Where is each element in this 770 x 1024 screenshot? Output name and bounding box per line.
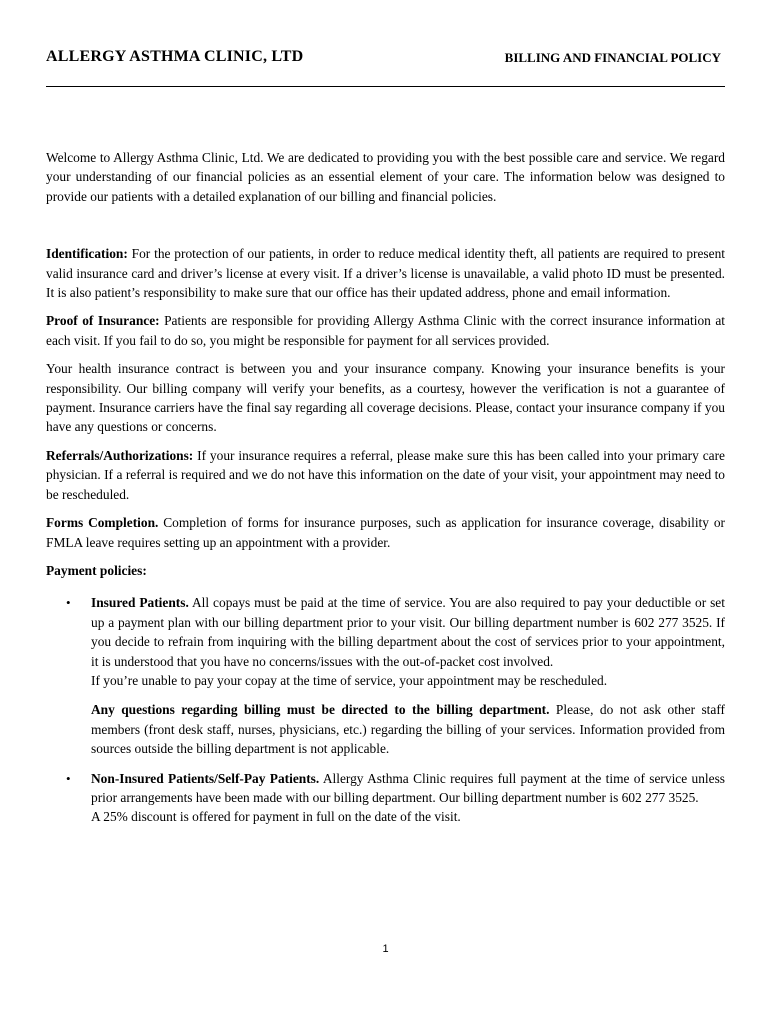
page-header (46, 48, 725, 87)
proof-of-insurance-paragraph (46, 311, 725, 350)
document-title: BILLING AND FINANCIAL POLICY (504, 50, 721, 65)
list-item-insured-patients (46, 593, 725, 758)
insured-patients-reschedule-note: If you’re unable to pay your copay at the time of service, your appointment may be rescheduled. (91, 672, 608, 688)
proof-of-insurance-heading: Proof of Insurance: (46, 313, 160, 329)
insured-patients-heading: Insured Patients. (91, 595, 189, 611)
referrals-heading: Referrals/Authorizations: (46, 447, 194, 463)
billing-questions-text: Please, do not ask other staff members (front desk staff, nurses, physicians, etc.) regarding the billing of your services. Information provided from sources outside the billing department is not applicable. (91, 702, 726, 757)
identification-text: For the protection of our patients, in order to reduce medical identity theft, all patients are required to present valid insurance card and driver’s license at every visit. If a driver’s license is unavailable, a valid photo ID must be presented. It is also patient’s responsibility to make sure that our office has their updated address, phone and email information. (46, 246, 725, 301)
referrals-text: If your insurance requires a referral, please make sure this has been called into your primary care physician. If a referral is required and we do not have this information on the date of your visit, your appointment may need to be rescheduled. (46, 447, 725, 502)
billing-questions-heading: Any questions regarding billing must be directed to the billing department. (91, 702, 550, 718)
discount-note: A 25% discount is offered for payment in full on the date of the visit. (91, 809, 461, 825)
identification-paragraph (46, 244, 725, 302)
insured-patients-text: All copays must be paid at the time of service. You are also required to pay your deductible or set up a payment plan with our billing department prior to your visit. Our billing department number is 602 277 3525. If you decide to refrain from inquiring with the billing department about the cost of services prior to your appointment, it is understood that you have no concerns/issues with the out-of-packet cost involved. (91, 595, 725, 669)
clinic-name: ALLERGY ASTHMA CLINIC, LTD (46, 48, 304, 65)
list-item-non-insured-patients (46, 769, 725, 827)
document-body (46, 148, 725, 837)
billing-questions-note (91, 700, 725, 758)
identification-heading: Identification: (46, 246, 128, 262)
payment-policies-heading: Payment policies: (46, 562, 147, 578)
insured-patients-text-block (91, 593, 725, 671)
intro-paragraph: Welcome to Allergy Asthma Clinic, Ltd. We are dedicated to providing you with the best possible care and service. We regard your understanding of our financial policies as an essential element of your care. The information below was designed to provide our patients with a detailed explanation of our billing and financial policies. (46, 150, 725, 204)
bullet-icon: • (66, 595, 71, 611)
bullet-icon: • (66, 770, 71, 786)
referrals-paragraph (46, 446, 725, 504)
non-insured-text: Allergy Asthma Clinic requires full payment at the time of service unless prior arrangements have been made with our billing department. Our billing department number is 602 277 3525. (91, 770, 725, 805)
forms-completion-paragraph (46, 513, 725, 552)
forms-completion-heading: Forms Completion. (46, 515, 159, 531)
insurance-contract-paragraph: Your health insurance contract is between you and your insurance company. Knowing your insurance benefits is your responsibility. Our billing company will verify your benefits, as a courtesy, however the verification is not a guarantee of payment. Insurance carriers have the final say regarding all coverage decisions. Please, contact your insurance company if you have any questions or concerns. (46, 361, 725, 435)
proof-of-insurance-text: Patients are responsible for providing Allergy Asthma Clinic with the correct insurance information at each visit. If you fail to do so, you might be responsible for payment for all services provided. (46, 313, 725, 348)
payment-policies-list (46, 593, 725, 826)
page-number: 1 (382, 943, 389, 955)
forms-completion-text: Completion of forms for insurance purposes, such as application for insurance coverage, disability or FMLA leave requires setting up an appointment with a provider. (46, 515, 725, 550)
non-insured-heading: Non-Insured Patients/Self-Pay Patients. (91, 770, 320, 786)
non-insured-text-block (91, 769, 725, 808)
